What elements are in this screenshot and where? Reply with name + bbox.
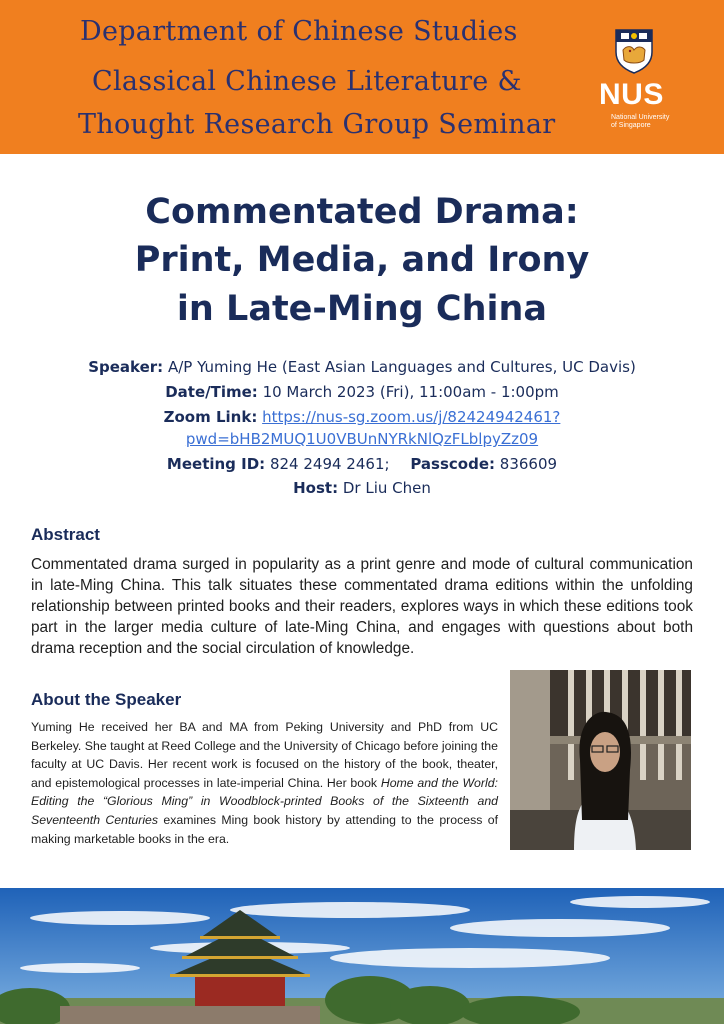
zoom-link-part2[interactable]: pwd=bHB2MUQ1U0VBUnNYRkNlQzFLblpyZz09: [185, 430, 539, 448]
datetime-label: Date/Time:: [165, 383, 258, 401]
host-value: Dr Liu Chen: [342, 479, 431, 497]
about-heading: About the Speaker: [31, 690, 182, 709]
book-title: Home and the World: Editing the “Glorious Ming” in Woodblock-printed Books of the Sixteenth and Seventeenth Centuries: [31, 775, 498, 827]
host-label: Host:: [293, 479, 339, 497]
nus-logo-text: NUS: [599, 78, 664, 111]
nus-subtitle-line1: National University: [611, 114, 670, 121]
passcode-value: 836609: [499, 455, 558, 473]
title-line3: in Late-Ming China: [176, 289, 548, 329]
speaker-photo: [510, 670, 691, 850]
nus-logo-subtitle: [611, 114, 671, 130]
passcode-label: Passcode:: [410, 455, 496, 473]
bio-text-part2: examines Ming book history by attending to the process of making marketable books in the era.: [31, 812, 498, 846]
nus-subtitle-line2: of Singapore: [611, 122, 651, 129]
department-name: Department of Chinese Studies: [80, 16, 518, 47]
meeting-label: Meeting ID:: [166, 455, 266, 473]
header-banner: [0, 0, 724, 154]
host-line: [0, 477, 724, 499]
title-line1: Commentated Drama:: [145, 192, 579, 232]
zoom-line-2: [0, 428, 724, 450]
meeting-line: [0, 453, 724, 475]
speaker-label: Speaker:: [88, 358, 164, 376]
forbidden-city-photo: [0, 888, 724, 1024]
zoom-line: [0, 406, 724, 428]
abstract-heading: Abstract: [31, 525, 100, 544]
group-name-line2: Thought Research Group Seminar: [78, 109, 556, 140]
group-name-line1: Classical Chinese Literature &: [92, 66, 522, 97]
speaker-line: [0, 356, 724, 378]
title-line2: Print, Media, and Irony: [134, 240, 590, 280]
bio-text-part1: Yuming He received her BA and MA from Peking University and PhD from UC Berkeley. She taught at Reed College and the University of Chicago before joining the faculty at UC Davis. Her recent work is focused on the history of the book, theater, and epistemological processes in late-imperial China. Her book: [31, 720, 498, 790]
speaker-bio: [31, 718, 498, 848]
datetime-line: [0, 381, 724, 403]
nus-crest-icon: [614, 28, 654, 74]
abstract-text: Commentated drama surged in popularity as a print genre and mode of cultural communication in late-Ming China. This talk situates these commentated drama editions within the unfolding relationship between printed books and their readers, explores ways in which these editions took part in the larger media culture of late-Ming China, and engages with questions about both drama reception and the social circulation of knowledge.: [31, 556, 693, 657]
meeting-value: 824 2494 2461;: [269, 455, 390, 473]
speaker-value: A/P Yuming He (East Asian Languages and Cultures, UC Davis): [167, 358, 636, 376]
datetime-value: 10 March 2023 (Fri), 11:00am - 1:00pm: [262, 383, 559, 401]
zoom-link-part1[interactable]: https://nus-sg.zoom.us/j/82424942461?: [262, 408, 561, 426]
zoom-label: Zoom Link:: [163, 408, 258, 426]
